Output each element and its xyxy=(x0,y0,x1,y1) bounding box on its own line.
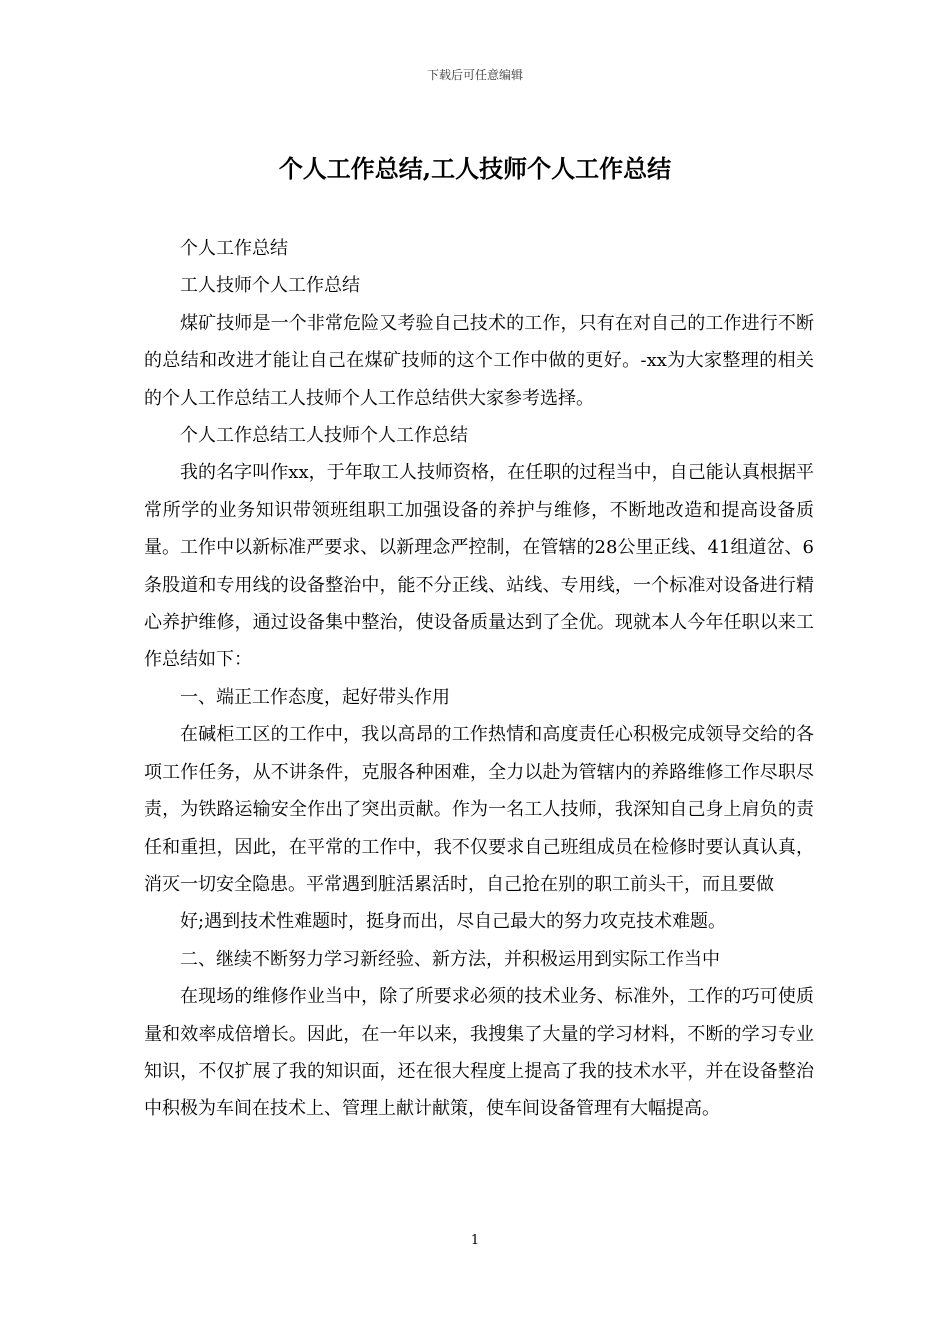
paragraph-section-1-continued: 好;遇到技术性难题时，挺身而出，尽自己最大的努力攻克技术难题。 xyxy=(180,911,727,933)
section-heading-2: 二、继续不断努力学习新经验、新方法，并积极运用到实际工作当中 xyxy=(180,948,720,970)
document-title: 个人工作总结,工人技师个人工作总结 xyxy=(278,154,672,183)
page-number: 1 xyxy=(470,1233,480,1248)
section-heading-1: 一、端正工作态度，起好带头作用 xyxy=(180,686,450,708)
paragraph-heading-personal-summary: 个人工作总结 xyxy=(180,238,288,259)
paragraph-section-1: 在碱柜工区的工作中，我以高昂的工作热情和高度责任心积极完成领导交给的各项工作任务，从不讲条件，克服各种困难，全力以赴为管辖内的养路维修工作尽职尽责，为铁路运输安全作出了突出贡献。作为一名工人技师，我深知自己身上肩负的责任和重担，因此，在平常的工作中，我不仅要求自己班组成员在检修时要认真认真，消灭一切安全隐患。平常遇到脏活累活时，自己抢在别的职工前头干，而且要做 xyxy=(144,724,814,895)
paragraph-heading-technician-summary: 工人技师个人工作总结 xyxy=(180,275,360,297)
document-body xyxy=(144,230,814,1128)
paragraph-intro: 煤矿技师是一个非常危险又考验自己技术的工作，只有在对自己的工作进行不断的总结和改进才能让自己在煤矿技师的这个工作中做的更好。-xx为大家整理的相关的个人工作总结工人技师个人工作总结供大家参考选择。 xyxy=(144,312,814,409)
paragraph-subheading: 个人工作总结工人技师个人工作总结 xyxy=(180,425,468,447)
header-note: 下载后可任意编辑 xyxy=(426,68,523,82)
paragraph-section-2: 在现场的维修作业当中，除了所要求必须的技术业务、标准外，工作的巧可使质量和效率成倍增长。因此，在一年以来，我搜集了大量的学习材料，不断的学习专业知识，不仅扩展了我的知识面，还在很大程度上提高了我的技术水平，并在设备整治中积极为车间在技术上、管理上献计献策，使车间设备管理有大幅提高。 xyxy=(144,986,814,1120)
paragraph-self-introduction: 我的名字叫作xx，于年取工人技师资格，在任职的过程当中，自己能认真根据平常所学的业务知识带领班组职工加强设备的养护与维修，不断地改造和提高设备质量。工作中以新标准严要求、以新理念严控制，在管辖的28公里正线、41组道岔、6条股道和专用线的设备整治中，能不分正线、站线、专用线，一个标准对设备进行精心养护维修，通过设备集中整治，使设备质量达到了全优。现就本人今年任职以来工作总结如下： xyxy=(144,462,814,671)
